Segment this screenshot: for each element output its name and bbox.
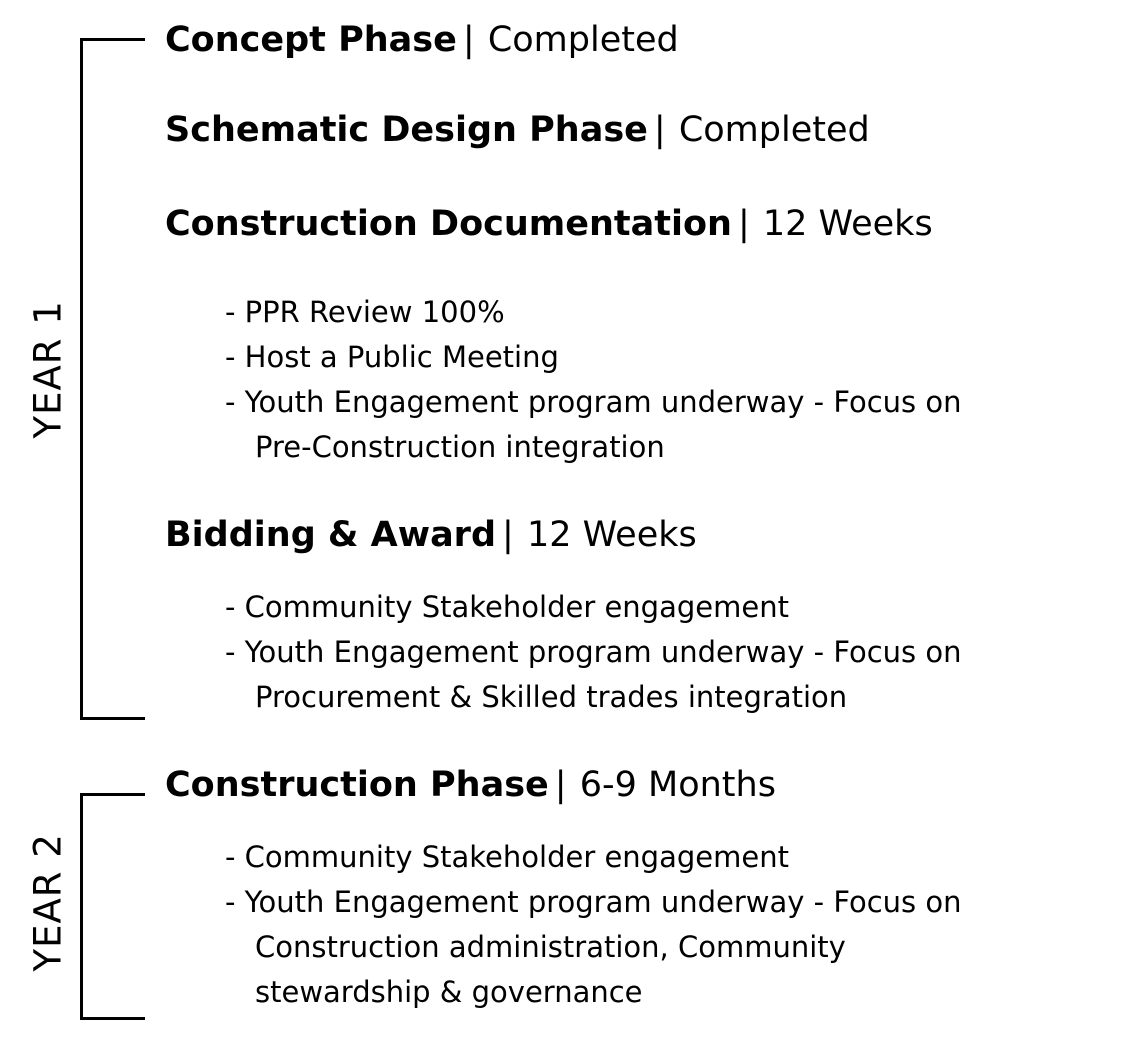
list-item-text: - Youth Engagement program underway - Focus on (225, 385, 962, 419)
list-item (225, 840, 789, 874)
list-item-text: - Host a Public Meeting (225, 340, 559, 374)
list-item-continuation: Procurement & Skilled trades integration (255, 680, 848, 714)
year-2-label: YEAR 2 (26, 833, 70, 972)
list-item (225, 385, 962, 464)
list-item-continuation: stewardship & governance (255, 975, 643, 1009)
phase-duration: 12 Weeks (762, 204, 933, 244)
phase-separator: | (737, 204, 750, 244)
phase-duration: Completed (678, 110, 870, 150)
phase-name: Construction Documentation (165, 204, 732, 244)
list-item-text: - Youth Engagement program underway - Focus on (225, 885, 962, 919)
phase-name: Concept Phase (165, 20, 457, 60)
year-1-bracket (80, 38, 145, 720)
phase-bidding-award (165, 515, 697, 555)
phase-separator: | (502, 515, 514, 555)
list-item-text: - PPR Review 100% (225, 295, 505, 329)
phase-duration: 12 Weeks (526, 515, 697, 555)
phase-schematic-design (165, 110, 870, 150)
phase-separator: | (653, 110, 666, 150)
list-item-text: - Community Stakeholder engagement (225, 590, 789, 624)
phase-name: Construction Phase (165, 765, 549, 805)
list-item-text: - Community Stakeholder engagement (225, 840, 789, 874)
list-item (225, 295, 505, 329)
phase-separator: | (554, 765, 567, 805)
phase-construction-documentation (165, 204, 933, 244)
phase-name: Schematic Design Phase (165, 110, 648, 150)
list-item-text: - Youth Engagement program underway - Focus on (225, 635, 962, 669)
list-item (225, 635, 962, 714)
phase-duration: Completed (487, 20, 679, 60)
list-item (225, 340, 559, 374)
phase-concept (165, 20, 679, 60)
phase-name: Bidding & Award (165, 515, 496, 555)
list-item (225, 885, 962, 1009)
year-2-bracket (80, 793, 145, 1020)
phase-duration: 6-9 Months (579, 765, 776, 805)
list-item-continuation: Construction administration, Community (255, 930, 846, 964)
year-1-label: YEAR 1 (26, 300, 70, 439)
list-item (225, 590, 789, 624)
phase-separator: | (462, 20, 475, 60)
phase-construction (165, 765, 776, 805)
list-item-continuation: Pre-Construction integration (255, 430, 665, 464)
